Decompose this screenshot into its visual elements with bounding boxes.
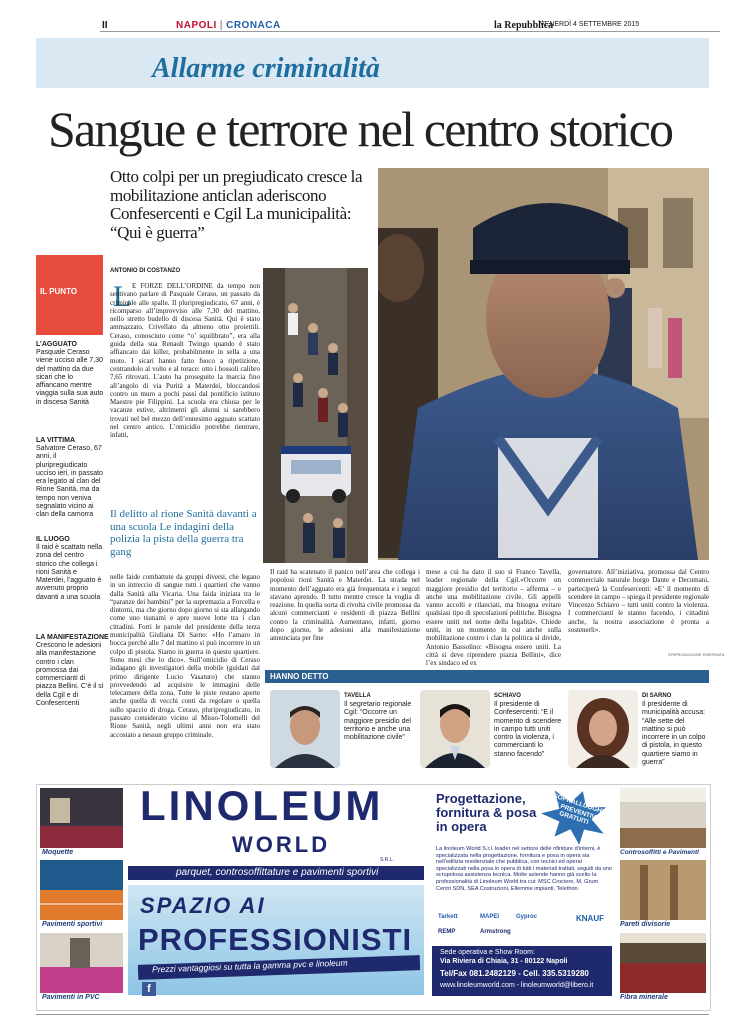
ad-prezzi: Prezzi vantaggiosi su tutta la gamma pvc e linoleum bbox=[151, 957, 348, 975]
sidebar-text-luogo: Il raid è scattato nella zona del centro storico che collega i rioni Sanità e Materdei, l’agguato è avvenuto proprio davanti a una scuola bbox=[36, 544, 103, 601]
portrait-disarno bbox=[568, 690, 638, 768]
ad-photo-controsoffitti-illustration bbox=[620, 788, 706, 848]
issue-date: VENERDÌ 4 SETTEMBRE 2015 bbox=[540, 21, 640, 28]
page-number: II bbox=[102, 20, 108, 31]
article-column-4: mese a cui ha dato il suo sì Franco Tavella, leader regionale della Cgil.«Occorre un maggiore presidio del territorio – afferma – e anche una mobilitazione civile. Gli appelli vanno accolti e rilanciati, ma bisogna evitare qualsiasi tipo di speculazioni politiche. Bisogna essere uniti nel nome della legalità». Chiede uniti, in un momento in cui anche sulla mobilitazione contro i clan la politica si divide, Antonio Bassolino: «Bisogna essere uniti. La città si deve riprendere piazza Bellini», dice l’ex sindaco ed ex bbox=[426, 568, 561, 666]
hero-photo-carabiniere bbox=[378, 168, 709, 560]
brand-mapei: MAPEI bbox=[480, 914, 500, 920]
section-city: NAPOLI bbox=[176, 20, 217, 31]
ad-professionisti: PROFESSIONISTI bbox=[138, 922, 413, 957]
ad-photo-minerale-illustration bbox=[620, 933, 706, 993]
section-separator: | bbox=[219, 20, 224, 31]
article-column-3: Il raid ha scatenato il panico nell’area che collega i popolosi rioni Sanità e Materdei. La strada nel momento dell’agguato era già frequentata e i negozi stavano aprendo. Il tutto mentre cresce la voglia di reazione. In quella sorta di rivolta civile promossa da alcuni commercianti e residenti di piazza Bellini contro la criminalità. Aumentano, infatti, giorno dopo giorno, le adesioni alla manifestazione annunciata per fine bbox=[270, 568, 420, 643]
ad-caption-pareti: Pareti divisorie bbox=[620, 921, 671, 928]
ad-caption-sportivi: Pavimenti sportivi bbox=[42, 921, 103, 928]
quote-text-tavella: Il segretario regionale Cgil: “Occorre un maggiore presidio del territorio e anche una mobilitazione civile” bbox=[344, 701, 412, 742]
ad-photo-pareti-illustration bbox=[620, 860, 706, 920]
header-rule bbox=[100, 31, 720, 32]
brand-knauf: KNAUF bbox=[576, 914, 604, 923]
article-column-1: E FORZE DELL’ORDINE da tempo non sentivano parlare di Pasquale Ceraso, un passato da criminale alle spalle. Il pluripregiudicato, 67 anni, è ricomparso all’improvviso alle 7,30 del mattino, nello stretto budello di discesa Sanità. Qui è stato ammazzato. Crivellato da almeno otto proiettili. Ceraso, conosciuto come “o’ squilibrato”, era alla guida della sua Renault Twingo quando è stato affiancato dai killer, probabilmente in sella a una moto. I sicari hanno fatto fuoco a ripetizione, centrandolo al volto e al torace: otto i bossoli calibro 7,65 ritrovati. L’auto ha proseguito la marcia fino all’angolo di via Purità a Materdei, bloccandosi contro un muro a pochi passi dal pontificio istituto Maestre pie Filippini. La scuola era chiusa per le vacanze estive, altrimenti gli alunni si sarebbero trovati nel bel mezzo dell’ennesimo agguato scattato nel centro antico. L’omicidio potrebbe rientrare, infatti, bbox=[110, 282, 260, 440]
ad-badge-text: SOPRALLUOGHI E PREVENTIVI GRATUITI bbox=[552, 792, 605, 827]
ad-showroom-label: Sede operativa e Show Room: bbox=[440, 949, 535, 956]
crime-scene-photo bbox=[263, 268, 368, 563]
pull-quote: Il delitto al rione Sanità davanti a una scuola Le indagini della polizia la pista della guerra tra gang bbox=[110, 508, 257, 558]
brand-remp: REMP bbox=[438, 929, 456, 935]
brand-armstrong: Armstrong bbox=[480, 929, 511, 935]
ad-caption-minerale: Fibra minerale bbox=[620, 994, 668, 1001]
article-column-5: governatore. All’iniziativa, promossa dal Centro commerciale naturale borgo Dante e Decumani, parteciperà la Confesercenti: «E’ il momento di scendere in campo – spiega il presidente regionale Vincenzo Schiavo – tutti uniti contro la violenza. I commercianti le stanno facendo, i cittadini anche, la nostra associazione è pronta a sostenerli». bbox=[568, 568, 709, 635]
ad-photo-sportivi-illustration bbox=[40, 860, 123, 920]
ad-photo-sportivi bbox=[40, 860, 123, 920]
quote-text-schiavo: Il presidente di Confesercenti: “E il momento di scendere in campo tutti uniti contro la violenza, i commercianti lo stanno facendo” bbox=[494, 701, 562, 758]
byline: ANTONIO DI COSTANZO bbox=[110, 268, 181, 274]
sidebar-title: IL PUNTO bbox=[40, 287, 78, 296]
copyright-notice: ©RIPRODUZIONE RISERVATA bbox=[668, 652, 725, 657]
quotes-bar bbox=[265, 670, 709, 683]
facebook-icon: f bbox=[142, 982, 156, 996]
ad-photo-moquette-illustration bbox=[40, 788, 123, 848]
ad-photo-controsoffitti bbox=[620, 788, 706, 848]
ad-phone: Tel/Fax 081.2482129 - Cell. 335.5319280 bbox=[440, 969, 589, 978]
section-label bbox=[176, 20, 281, 31]
portrait-tavella-illustration bbox=[270, 690, 340, 768]
portrait-tavella bbox=[270, 690, 340, 768]
crime-scene-illustration bbox=[263, 268, 368, 563]
ad-caption-pvc: Pavimenti in PVC bbox=[42, 994, 100, 1001]
portrait-disarno-illustration bbox=[568, 690, 638, 768]
quote-name-schiavo: SCHIAVO bbox=[494, 693, 521, 699]
subheadline: Otto colpi per un pregiudicato cresce la mobilitazione anticlan aderiscono Confesercenti e Cgil La municipalità: “Qui è guerra” bbox=[110, 167, 363, 242]
ad-web: www.linoleumworld.com - linoleumworld@libero.it bbox=[440, 982, 594, 989]
portrait-schiavo-illustration bbox=[420, 690, 490, 768]
ad-logo-srl: S.R.L. bbox=[380, 857, 394, 863]
kicker: Allarme criminalità bbox=[152, 53, 380, 84]
footer-rule bbox=[36, 1014, 709, 1015]
sidebar-text-manifestazione: Crescono le adesioni alla manifestazione contro i clan promossa dai commercianti di piazza Bellini. C’è il sì della Cgil e di Confesercenti bbox=[36, 642, 104, 708]
ad-body: La linoleum World S.r.l. leader nel settore delle rifiniture d’interni, è specializzata nella progettazione, fornitura e posa in opera sia nell’edilizia residenziale che pubblica, con tecnici ed operai specializzati nella posa in opera di tutti i materiali trattati, seguiti da uno scrupolosa assistenza tecnica. Molte aziende hanno già scelto la professionalità di Linoleum World tra cui: MSC Crociere, M. Grum Centri SDN, SEA Costruzioni, Ellemme impianti, Telethon. bbox=[436, 846, 612, 892]
ad-photo-pvc bbox=[40, 933, 123, 993]
ad-caption-controsoffitti: Controsoffitti e Pavimenti bbox=[620, 849, 699, 856]
hero-photo-illustration bbox=[378, 168, 709, 560]
headline: Sangue e terrore nel centro storico bbox=[48, 101, 673, 157]
quote-name-tavella: TAVELLA bbox=[344, 693, 371, 699]
ad-photo-pvc-illustration bbox=[40, 933, 123, 993]
brand-gyproc: Gyproc bbox=[516, 914, 538, 920]
ad-caption-moquette: Moquette bbox=[42, 849, 74, 856]
ad-spazio-ai: SPAZIO AI bbox=[140, 893, 266, 918]
portrait-schiavo bbox=[420, 690, 490, 768]
ad-photo-moquette bbox=[40, 788, 123, 848]
section-name: CRONACA bbox=[226, 20, 281, 31]
ad-photo-minerale bbox=[620, 933, 706, 993]
sidebar-heading-vittima: LA VITTIMA bbox=[36, 437, 76, 444]
ad-photo-pareti bbox=[620, 860, 706, 920]
sidebar-text-vittima: Salvatore Ceraso, 67 anni, il pluripregiudicato ucciso ieri, in passato era legato al clan del Rione Sanità, ma da tempo non veniva segnalato vicino ai clan della camorra bbox=[36, 445, 103, 519]
ad-brand-logos bbox=[436, 912, 612, 942]
ad-tagline: parquet, controsoffittature e pavimenti sportivi bbox=[176, 867, 379, 878]
ad-address: Via Riviera di Chiaia, 31 - 80122 Napoli bbox=[440, 958, 568, 965]
sidebar-heading-agguato: L’AGGUATO bbox=[36, 341, 77, 348]
drop-cap: L bbox=[113, 280, 132, 313]
sidebar-heading-luogo: IL LUOGO bbox=[36, 536, 70, 543]
brand-tarkett: Tarkett bbox=[438, 914, 458, 920]
ad-headline: Progettazione, fornitura & posa in opera bbox=[436, 791, 537, 834]
ad-logo-world: WORLD bbox=[232, 832, 331, 857]
article-column-2: nelle faide combattute da gruppi diversi, che legano in un intreccio di sangue tutti i quartieri che vanno dalla Sanità alla Vicaria. Una faida iniziata tra le “paranze dei bambini” per la supremazia a Forcella e dintorni, ma che giorno dopo giorno si sta allargando come uno tsunami e apre nuove lotte tra i clan cittadini. Forti le parole del presidente della terza municipalità Giuliana Di Sarno: «Ho l’amaro in bocca perché alle 7 del mattino si può incorrere in un colpo di pistola. Siamo in guerra in questo quartiere. Sono mesi che lo dico». Sull’omicidio di Ceraso indagano gli investigatori della mobile (guidati dal primo dirigente Lucio Vasaturo) che stanno provvedendo ad acquisire le immagini delle telecamere della zona. Tutte le piste restano aperte anche quella di vecchi conti da regolare o quella sullo spaccio di droga. Ceraso, pluripregiudicato, in passato considerato vicino al Misso-Tolomelli del Rione Sanità, negli ultimi anni non era stato accostato a nessun gruppo criminale. bbox=[110, 573, 260, 739]
quotes-title: HANNO DETTO bbox=[270, 672, 329, 681]
newspaper-logo: la Repubblica bbox=[494, 20, 554, 31]
sidebar-heading-manifestazione: LA MANIFESTAZIONE bbox=[36, 634, 109, 641]
sidebar-text-agguato: Pasquale Ceraso viene ucciso alle 7,30 del mattino da due sicari che lo affiancano mentre viaggia sulla sua auto in discesa Sanità bbox=[36, 349, 104, 406]
quote-name-disarno: DI SARNO bbox=[642, 693, 672, 699]
quote-text-disarno: Il presidente di municipalità accusa: “Alle sette del mattino si può incorrere in un colpo di pistola, in questo quartiere siamo in guerra” bbox=[642, 701, 706, 767]
ad-logo-linoleum: LINOLEUM bbox=[140, 782, 384, 829]
